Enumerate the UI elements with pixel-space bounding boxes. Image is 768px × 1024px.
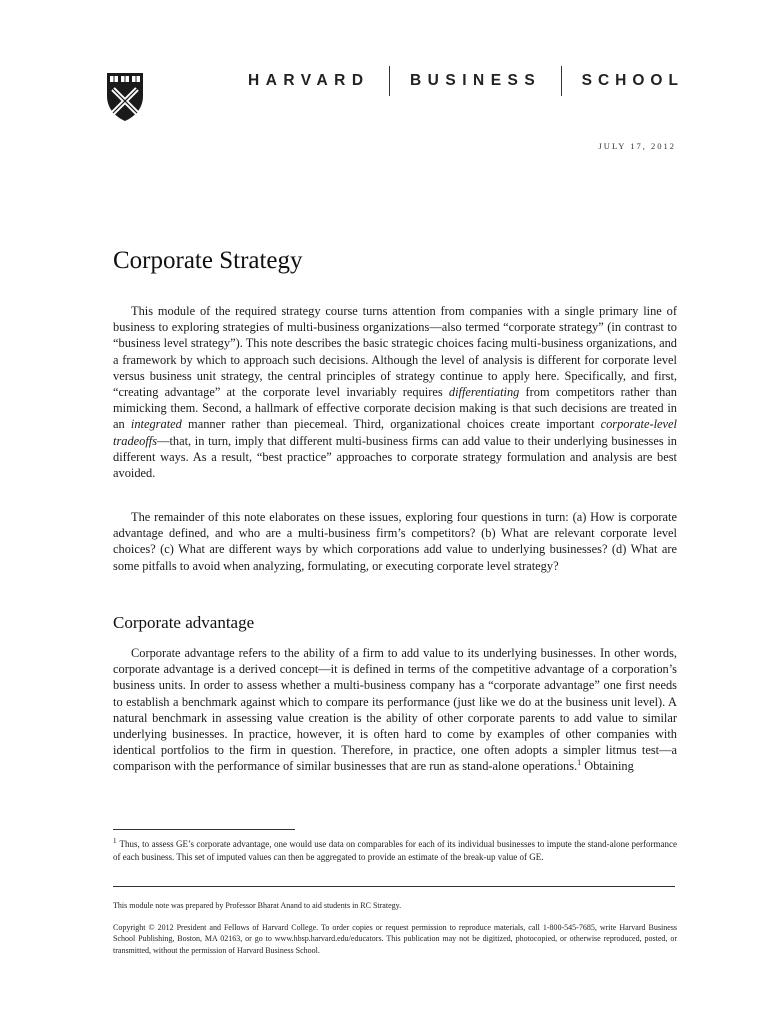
paragraph-text: Corporate advantage refers to the ability of a firm to add value to its underlying businesses. In other words, corporate advantage is a derived concept—it is defined in terms of the competitive advantage of a corporation’s business units. In order to assess whether a multi-business company has a “corporate advantage” one first needs to establish a benchmark against which to compare its performance (just like we do at the business unit level). A natural benchmark in assessing value creation is the ability of other corporate parents to add value to similar underlying businesses. In practice, however, it is often hard to come by examples of other companies with identical portfolios to the firm in question. Therefore, in practice, one often adopts a simpler litmus test—a comparison with the performance of similar businesses that are run as stand-alone operations.: [113, 646, 677, 774]
letterhead-divider: [389, 66, 390, 96]
footnote-text: Thus, to assess GE’s corporate advantage, one would use data on comparables for each of its individual businesses to impute the stand-alone performance of each business. This set of imputed values can then be aggregated to provide an estimate of the break-up value of GE.: [113, 839, 677, 863]
footnote-divider: [113, 829, 295, 830]
intro-emphasis: integrated: [130, 417, 182, 432]
intro-text-part: manner rather than piecemeal. Third, organizational choices create important: [181, 417, 601, 432]
letterhead-business: BUSINESS: [409, 72, 542, 89]
footnote: [113, 838, 677, 865]
footnote-reference[interactable]: 1: [577, 758, 582, 768]
school-letterhead: [248, 66, 684, 96]
document-date: JULY 17, 2012: [598, 141, 676, 151]
letterhead-harvard: HARVARD: [248, 72, 370, 89]
preparation-note: This module note was prepared by Professor Bharat Anand to aid students in RC Strategy.: [113, 901, 402, 910]
corporate-advantage-paragraph: [113, 645, 677, 775]
intro-paragraph: [113, 303, 677, 481]
letterhead-school: SCHOOL: [581, 72, 684, 89]
intro-emphasis: corporate-level tradeoffs: [113, 417, 677, 448]
document-title: Corporate Strategy: [113, 247, 303, 274]
footer-divider: [113, 886, 675, 887]
footnote-marker: 1: [113, 837, 117, 845]
copyright-notice: Copyright © 2012 President and Fellows of Harvard College. To order copies or request permission to reproduce materials, call 1-800-545-7685, write Harvard Business School Publishing, Boston, MA 02163, or go to www.hbsp.harvard.edu/educators. This publication may not be digitized, photocopied, or otherwise reproduced, posted, or transmitted, without the permission of Harvard Business School.: [113, 923, 677, 955]
questions-paragraph: The remainder of this note elaborates on these issues, exploring four questions in turn: (a) How is corporate advantage defined, and who are a multi-business firm’s competitors? (b) What are relevant corporate level choices? (c) What are different ways by which corporations add value to underlying businesses? (d) What are some pitfalls to avoid when analyzing, formulating, or executing corporate level strategy?: [113, 510, 677, 573]
harvard-shield-icon: [106, 72, 144, 122]
intro-text-part: —that, in turn, imply that different multi-business firms can add value to their underlying businesses in different ways. As a result, “best practice” approaches to corporate strategy formulation and analysis are best avoided.: [113, 433, 677, 481]
letterhead-divider: [561, 66, 562, 96]
intro-emphasis: differentiating: [448, 385, 520, 400]
paragraph-tail: Obtaining: [581, 759, 634, 774]
section-heading: Corporate advantage: [113, 613, 255, 632]
intro-text-part: This module of the required strategy course turns attention from companies with a single primary line of business to exploring strategies of multi-business organizations—also termed “corporate strategy” (in contrast to “business level strategy”). This note describes the basic strategic choices facing multi-business organizations, and a framework by which to approach such decisions. Although the level of analysis is different for corporate level versus business unit strategy, the central principles of strategy continue to apply here. Specifically, and first, “creating advantage” at the corporate level invariably requires: [113, 304, 677, 400]
intro-text-part: from competitors rather than mimicking them. Second, a hallmark of effective corporate decision making is that such decisions are treated in an: [113, 385, 677, 432]
